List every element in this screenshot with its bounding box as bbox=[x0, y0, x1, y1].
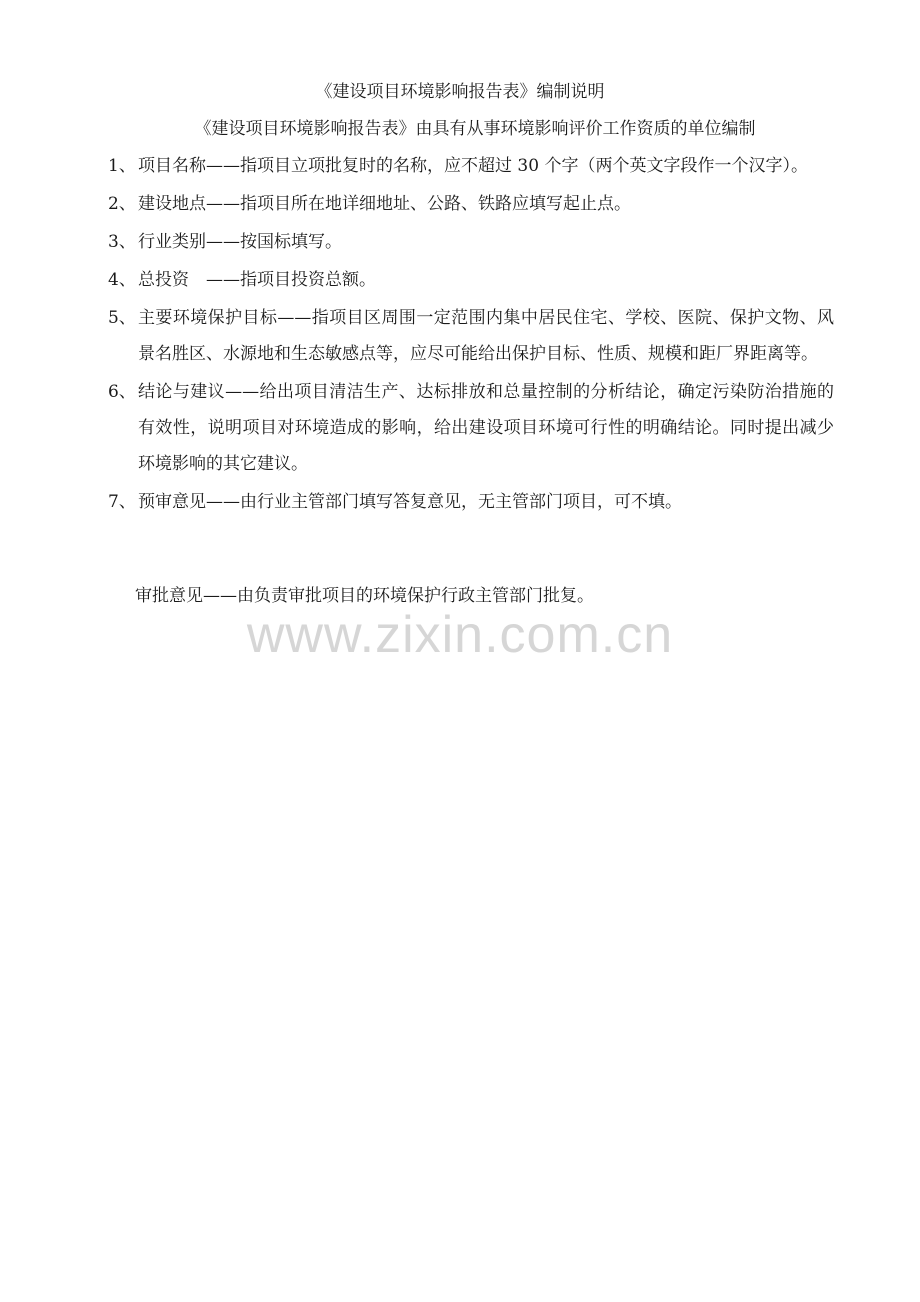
item-text: 行业类别——按国标填写。 bbox=[138, 232, 342, 252]
list-item bbox=[108, 484, 834, 520]
item-text: 主要环境保护目标——指项目区周围一定范围内集中居民住宅、学校、医院、保护文物、风景名胜区、水源地和生态敏感点等，应尽可能给出保护目标、性质、规模和距厂界距离等。 bbox=[138, 308, 834, 364]
document-subtitle: 《建设项目环境影响报告表》由具有从事环境影响评价工作资质的单位编制 bbox=[194, 119, 756, 139]
item-text: 结论与建议——给出项目清洁生产、达标排放和总量控制的分析结论，确定污染防治措施的有效性，说明项目对环境造成的影响，给出建设项目环境可行性的明确结论。同时提出减少环境影响的其它建议。 bbox=[138, 382, 834, 474]
item-text: 建设地点——指项目所在地详细地址、公路、铁路应填写起止点。 bbox=[138, 194, 631, 214]
list-item bbox=[108, 374, 834, 482]
list-item bbox=[108, 148, 834, 184]
item-number: 2、 bbox=[108, 194, 136, 214]
watermark: www.zixin.com.cn bbox=[246, 606, 674, 664]
item-number: 5、 bbox=[108, 308, 136, 328]
instruction-list bbox=[108, 148, 834, 520]
item-text: 预审意见——由行业主管部门填写答复意见，无主管部门项目，可不填。 bbox=[138, 492, 682, 512]
item-number: 1、 bbox=[108, 156, 136, 176]
document-title: 《建设项目环境影响报告表》编制说明 bbox=[315, 82, 605, 102]
list-item bbox=[108, 224, 834, 260]
list-item bbox=[108, 262, 834, 298]
item-number: 7、 bbox=[108, 492, 136, 512]
item-number: 4、 bbox=[108, 270, 136, 290]
list-item bbox=[108, 300, 834, 372]
item-text: 项目名称——指项目立项批复时的名称，应不超过 30 个字（两个英文字段作一个汉字）。 bbox=[138, 156, 808, 176]
item-text: 总投资 ——指项目投资总额。 bbox=[138, 270, 376, 290]
approval-note: 审批意见——由负责审批项目的环境保护行政主管部门批复。 bbox=[135, 586, 594, 606]
item-number: 6、 bbox=[108, 382, 136, 402]
item-number: 3、 bbox=[108, 232, 136, 252]
list-item bbox=[108, 186, 834, 222]
